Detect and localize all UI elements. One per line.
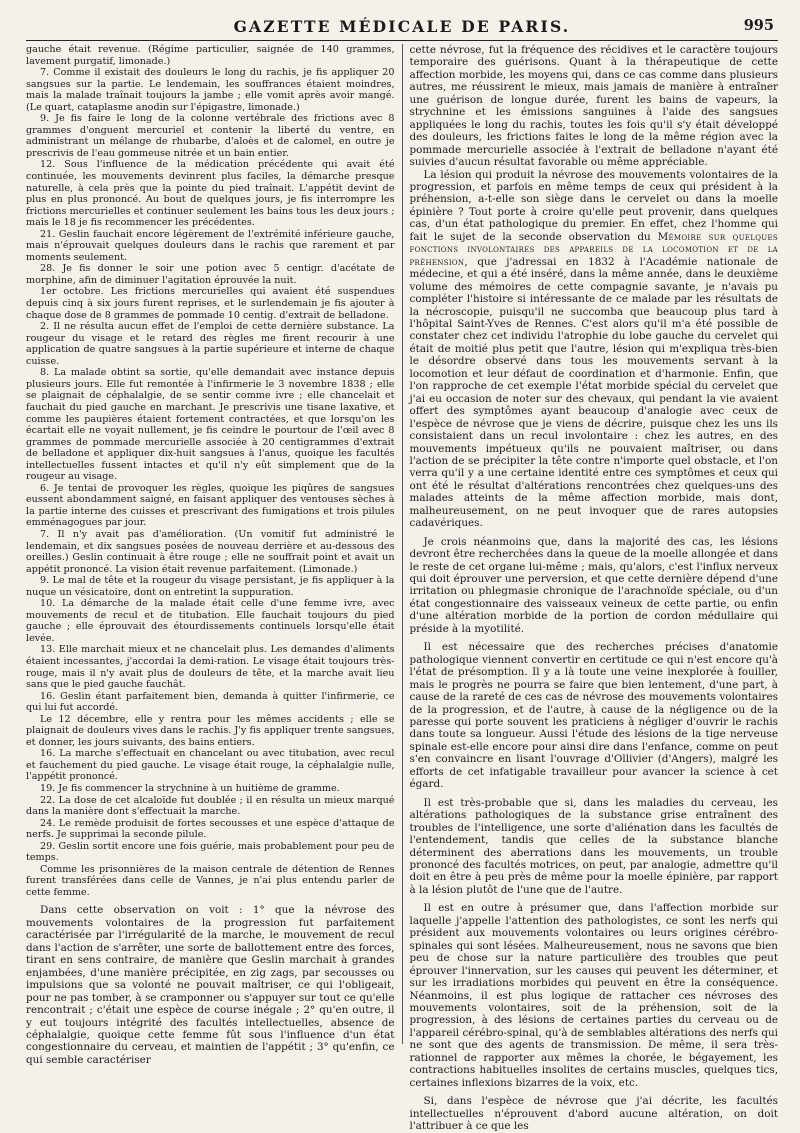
paragraph: 12. Sous l'influence de la médication précédente qui avait été continuée, les mouvements devinrent plus faciles, la démarche presque naturelle, à cela près que la pointe du pied traînait. L'appétit devint de plus en plus prononcé. Au bout de quelques jours, je fis interrompre les frictions mercurielles et continuer seulement les bains tous les deux jours ; mais le 18 je fis recommencer les précédentes. [26, 159, 395, 229]
paragraph: Il est en outre à présumer que, dans l'affection morbide sur laquelle j'appelle l'attention des pathologistes, ce sont les nerfs qui président aux mouvements volontaires ou leurs origines cérébro-spinales qui sont lésées. Malheureusement, nous ne savons que bien peu de chose sur la nature particulière des troubles que peut éprouver l'innervation, sur les causes qui peuvent les déterminer, et sur les irradiations morbides qui peuvent en être la conséquence. Néanmoins, il est plus logique de rattacher ces névroses des mouvements volontaires, soit de la préhension, soit de la progression, à des lésions de certaines parties du cerveau ou de l'appareil cérébro-spinal, qu'à de semblables altérations des nerfs qui ne sont que des agents de transmission. De même, il sera très-rationnel de rapporter aux mêmes la chorée, le bégayement, les contractions habituelles insolites de certains muscles, quelques tics, certaines inflexions bizarres de la voix, etc. [409, 902, 778, 1089]
paragraph: 6. Je tentai de provoquer les règles, quoique les piqûres de sangsues eussent abondamment saigné, en faisant appliquer des ventouses sèches à la partie interne des cuisses et prescrivant des fumigations et trois pilules emménagogues par jour. [26, 482, 395, 529]
paragraph: 13. Elle marchait mieux et ne chancelait plus. Les demandes d'aliments étaient incessantes, j'accordai la demi-ration. Le visage était toujours très-rouge, mais il n'y avait plus de douleurs de tête, et la marche avait lieu sans que le pied gauche fauchât. [26, 644, 395, 691]
paragraph: 28. Je fis donner le soir une potion avec 5 centigr. d'acétate de morphine, afin de diminuer l'agitation éprouvée la nuit. [26, 263, 395, 286]
paragraph: 24. Le remède produisit de fortes secousses et une espèce d'attaque de nerfs. Je supprimai la seconde pilule. [26, 817, 395, 841]
paragraph: cette névrose, fut la fréquence des récidives et le caractère toujours temporaire des guérisons. Quant à la thérapeutique de cette affection morbide, les moyens qui, dans ce cas comme dans plusieurs autres, me réussirent le mieux, mais jamais de manière à entraîner une guérison de longue durée, furent les bains de vapeurs, la strychnine et les émissions sanguines à l'aide des sangsues appliquées le long du rachis, toutes les fois qu'il s'y était développé des douleurs, les frictions faites le long de la même région avec la pommade mercurielle associée à l'extrait de belladone n'ayant été suivies d'aucun résultat favorable ou même appréciable. [409, 44, 778, 169]
paragraph: 9. Le mal de tête et la rougeur du visage persistant, je fis appliquer à la nuque un vésicatoire, dont on entretint la suppuration. [26, 575, 395, 598]
right-column [402, 44, 779, 1133]
page-number: 995 [743, 17, 774, 34]
paragraph-text: La lésion qui produit la névrose des mouvements volontaires de la progression, et parfois en même temps de ceux qui président à la préhension, a-t-elle son siège dans le cervelet ou dans la moelle épinière ? Tout porte à croire qu'elle peut provenir, dans quelques cas, d'un état pathologique du premier. En effet, chez l'homme qui fait le sujet de la seconde observation du [409, 168, 778, 243]
paragraph: Comme les prisonnières de la maison centrale de détention de Rennes furent transférées dans celle de Vannes, je n'ai plus entendu parler de cette femme. [26, 863, 395, 898]
paragraph [410, 169, 779, 530]
article-columns [26, 44, 779, 1133]
paragraph: 10. La démarche de la malade était celle d'une femme ivre, avec mouvements de recul et de titubation. Elle fauchait toujours du pied gauche ; elle éprouvait des étourdissements continuels lorsqu'elle était levée. [26, 598, 395, 644]
journal-title: GAZETTE MÉDICALE DE PARIS. [233, 17, 571, 36]
paragraph: 1er octobre. Les frictions mercurielles qui avaient été suspendues depuis cinq à six jours furent reprises, et le surlendemain je fis ajouter à chaque dose de 8 grammes de pommade 10 centig. d'extrait de belladone. [26, 286, 395, 321]
paragraph: 21. Geslin fauchait encore légèrement de l'extrémité inférieure gauche, mais n'éprouvait quelques douleurs dans le rachis que rarement et par moments seulement. [26, 228, 395, 263]
paragraph: 2. Il ne résulta aucun effet de l'emploi de cette dernière substance. La rougeur du visage et le retard des règles me firent recourir à une application de quatre sangsues à la partie supérieure et interne de chaque cuisse. [26, 321, 395, 367]
paragraph: 7. Il n'y avait pas d'amélioration. (Un vomitif fut administré le lendemain, et dix sangsues posées de nouveau derrière et au-dessous des oreilles.) Geslin continuait à être rouge ; elle ne souffrait point et avait un appétit prononcé. La vision était revenue parfaitement. (Limonade.) [26, 528, 395, 575]
paragraph: 16. La marche s'effectuait en chancelant ou avec titubation, avec recul et fauchement du pied gauche. Le visage était rouge, la céphalalgie nulle, l'appétit prononcé. [26, 748, 395, 783]
paragraph: 22. La dose de cet alcaloïde fut doublée ; il en résulta un mieux marqué dans la manière dont s'effectuait la marche. [26, 794, 395, 818]
paragraph: 16. Geslin étant parfaitement bien, demanda à quitter l'infirmerie, ce qui lui fut accordé. [26, 690, 395, 714]
paragraph: Le 12 décembre, elle y rentra pour les mêmes accidents ; elle se plaignait de douleurs vives dans le rachis. J'y fis appliquer trente sangsues, et donner, les jours suivants, des bains entiers. [26, 713, 395, 748]
paragraph: gauche était revenue. (Régime particulier, saignée de 140 grammes, lavement purgatif, limonade.) [26, 44, 395, 67]
memoir-title: Mémoire sur quelques fonctions involontaires des appareils de la locomotion et de la préhension, [409, 230, 779, 268]
paragraph: 8. La malade obtint sa sortie, qu'elle demandait avec instance depuis plusieurs jours. Elle fut remontée à l'infirmerie le 3 novembre 1838 ; elle se plaignait de céphalalgie, de se sentir comme ivre ; elle chancelait et fauchait du pied gauche en marchant. Je prescrivis une tisane laxative, et comme les paupières étaient fortement contractées, et que lorsqu'on les écartait elle ne voyait nullement, je fis ceindre le pourtour de l'œil avec 8 grammes de pommade mercurielle associée à 20 centigrammes d'extrait de belladone et appliquer dix-huit sangsues à l'anus, quoique les facultés intellectuelles fussent intactes et qu'il n'y eût simplement que de la rougeur au visage. [26, 367, 395, 483]
paragraph: 19. Je fis commencer la strychnine à un huitième de gramme. [40, 783, 340, 794]
paragraph: 7. Comme il existait des douleurs le long du rachis, je fis appliquer 20 sangsues sur la partie. Le lendemain, les souffrances étaient moindres, mais la malade traînait toujours la jambe ; elle vomit après avoir mangé. (Le quart, cataplasme anodin sur l'épigastre, limonade.) [26, 67, 395, 113]
paragraph: 9. Je fis faire le long de la colonne vertébrale des frictions avec 8 grammes d'onguent mercuriel et contenir la liberté du ventre, en administrant un mélange de rhubarbe, d'aloès et de calomel, en outre je prescrivis de l'eau gommeuse nitrée et un bain entier. [26, 113, 395, 159]
paragraph-text: que j'adressai en 1832 à l'Académie nationale de médecine, et qui a été inséré, dans la même année, dans le deuxième volume des mémoires de cette compagnie savante, je n'avais pu compléter l'histoire si intéressante de ce malade par les résultats de la nécroscopie, puisqu'il ne succomba que beaucoup plus tard à l'hôpital Saint-Yves de Rennes. C'est alors qu'il m'a été possible de constater chez cet individu l'atrophie du lobe gauche du cervelet qui était de moitié plus petit que l'autre, lésion qui m'expliqua très-bien le désordre observé dans tous les mouvements servant à la locomotion et leur défaut de coordination et d'harmonie. Enfin, que l'on rapproche de cet exemple l'état morbide spécial du cervelet que j'ai eu occasion de noter sur des chevaux, qui pendant la vie avaient offert des symptômes ayant beaucoup d'analogie avec ceux de l'espèce de névrose que je viens de décrire, puisque chez les uns ils consistaient dans un recul involontaire : chez les autres, en des mouvements impétueux qu'ils ne pouvaient maîtriser, ou dans l'action de se précipiter la tête contre n'importe quel obstacle, et l'on verra qu'il y a une certaine identité entre ces symptômes et ceux qui ont été le résultat d'altérations rencontrées chez quelques-uns des malades atteints de la même affection morbide, mais dont, malheureusement, on ne peut invoquer que de rares autopsies cadavériques. [409, 255, 778, 530]
paragraph: 29. Geslin sortit encore une fois guérie, mais probablement pour peu de temps. [26, 840, 395, 864]
header-rule [26, 40, 778, 41]
page-header [26, 12, 778, 38]
paragraph: Il est très-probable que si, dans les maladies du cerveau, les altérations pathologiques de la substance grise entraînent des troubles de l'intelligence, une sorte d'aliénation dans les facultés de l'entendement, tandis que celles de la substance blanche déterminent des aberrations dans les mouvements, un trouble prononcé des facultés motrices, on peut, par analogie, admettre qu'il doit en être à peu près de même pour la moelle épinière, par rapport à la lésion plutôt de l'une que de l'autre. [409, 796, 778, 896]
paragraph: Si, dans l'espèce de névrose que j'ai décrite, les facultés intellectuelles n'éprouvent d'abord aucune altération, on doit l'attribuer à ce que les [409, 1095, 778, 1133]
paragraph: Je crois néanmoins que, dans la majorité des cas, les lésions devront être recherchées dans la queue de la moelle allongée et dans le reste de cet organe lui-même ; mais, qu'alors, c'est l'influx nerveux qui doit éprouver une perversion, et que cette dernière dépend d'une irritation ou phlegmasie chronique de l'arachnoïde spéciale, ou d'un état congestionnaire des vaisseaux veineux de cette partie, ou enfin d'une altération morbide de la portion de cordon médullaire qui préside à la myotilité. [409, 535, 778, 635]
paragraph: Dans cette observation on voit : 1° que la névrose des mouvements volontaires de la progression fut parfaitement caractérisée par l'irrégularité de la marche, le mouvement de recul dans l'action de s'arrêter, une sorte de ballottement entre des forces, tirant en sens contraire, de manière que Geslin marchait à grandes enjambées, d'une manière précipitée, en zig zags, par secousses ou impulsions que sa volonté ne pouvait maîtriser, ce qui l'obligeait, pour ne pas tomber, à se cramponner ou s'appuyer sur tout ce qu'elle rencontrait ; c'était une espèce de course inégale ; 2° qu'en outre, il y eut toujours intégrité des facultés intellectuelles, absence de céphalalgie, quoique cette femme fût sous l'influence d'un état congestionnaire du cerveau, et maintien de l'appétit ; 3° qu'enfin, ce qui semble caractériser [26, 904, 395, 1066]
paragraph: Il est nécessaire que des recherches précises d'anatomie pathologique viennent convertir en certitude ce qui n'est encore qu'à l'état de présomption. Il y a là toute une veine inexplorée à fouiller, mais le progrès ne pourra se faire que bien lentement, d'une part, à cause de la rareté de ces cas de névrose des mouvements volontaires de la progression, et de l'autre, à cause de la négligence ou de la paresse qui porte souvent les praticiens à négliger d'ouvrir le rachis dans toute sa longueur. Aussi l'étude des lésions de la tige nerveuse spinale est-elle encore pour ainsi dire dans l'enfance, comme on peut s'en convaincre en lisant l'ouvrage d'Ollivier (d'Angers), malgré les efforts de cet infatigable travailleur pour avancer la science à cet égard. [409, 641, 778, 791]
left-column [26, 44, 402, 1066]
